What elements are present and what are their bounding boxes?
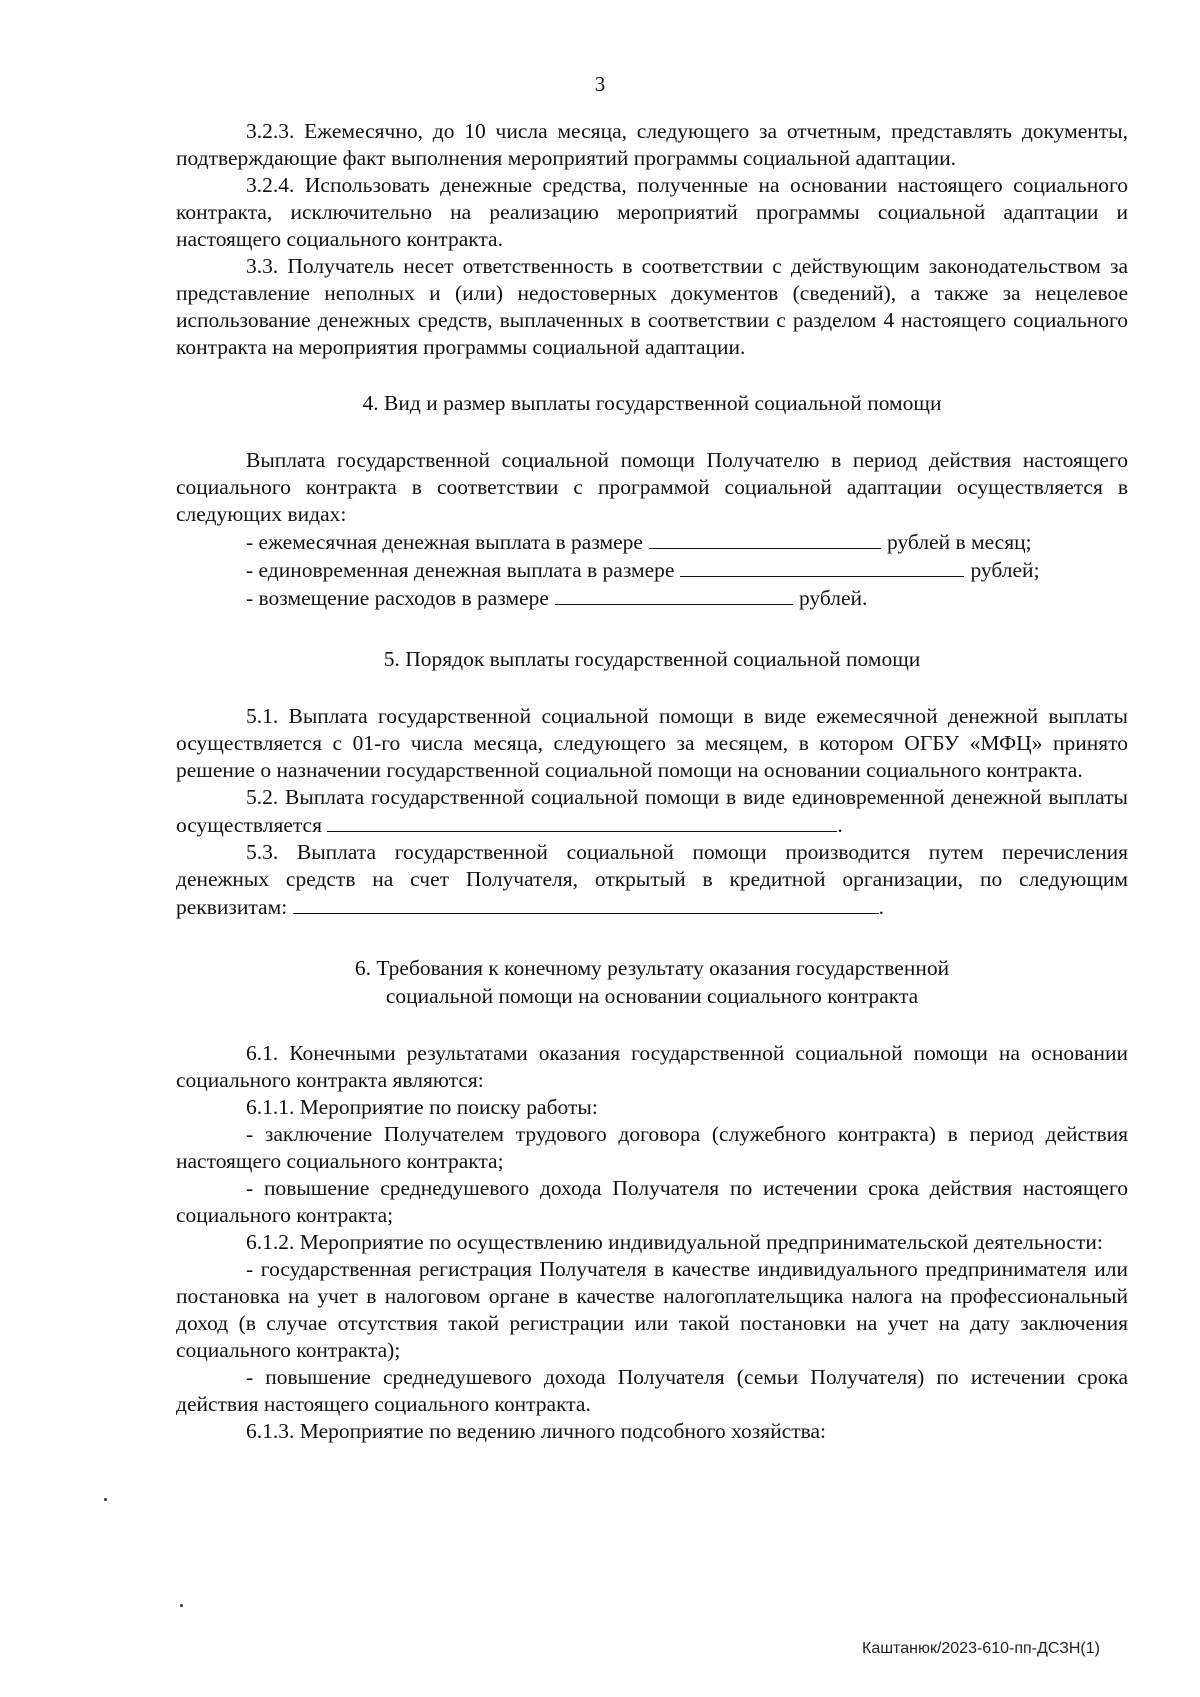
section-6-heading-line2: социальной помощи на основании социального контракта: [385, 984, 919, 1008]
clause-6-1-1-b: - повышение среднедушевого дохода Получателя по истечении срока действия настоящего социального контракта;: [176, 1176, 1128, 1227]
monthly-payment-line: [246, 528, 1128, 556]
clause-5-3-text: 5.3. Выплата государственной социальной помощи производится путем перечисления денежных средств на счет Получателя, открытый в кредитной организации, по следующим реквизитам:: [176, 840, 1128, 919]
clause-6-1: 6.1. Конечными результатами оказания государственной социальной помощи на основании социального контракта являются:: [176, 1041, 1128, 1092]
clause-6-1-2: 6.1.2. Мероприятие по осуществлению индивидуальной предпринимательской деятельности:: [246, 1230, 1103, 1254]
page-number: 3: [594, 72, 606, 96]
clause-6-1-2-a: - государственная регистрация Получателя в качестве индивидуального предпринимателя или постановка на учет в налоговом органе в качестве налогоплательщика налога на профессиональный доход (в случае отсутствия такой регистрации или такой постановки на учет на дату заключения социального контракта);: [176, 1257, 1128, 1362]
scan-speck: [104, 1498, 107, 1501]
clause-5-3-blank: [293, 893, 879, 914]
clause-6-1-2-b: - повышение среднедушевого дохода Получателя (семьи Получателя) по истечении срока действия настоящего социального контракта.: [176, 1365, 1128, 1416]
clause-5-3: 5.3. Выплата государственной социальной помощи производится путем перечисления денежных средств на счет Получателя, открытый в кредитной организации, по следующим реквизитам: .: [176, 840, 1128, 919]
lump-sum-payment-suffix: рублей;: [970, 558, 1040, 582]
clause-3-2-4: 3.2.4. Использовать денежные средства, полученные на основании настоящего социального контракта, исключительно на реализацию мероприятий программы социальной адаптации и настоящего социального контракта.: [176, 173, 1128, 251]
clause-6-1-1: 6.1.1. Мероприятие по поиску работы:: [246, 1095, 598, 1119]
reimbursement-label: - возмещение расходов в размере: [246, 586, 549, 610]
clause-6-1-1-a: - заключение Получателем трудового договора (служебного контракта) в период действия настоящего социального контракта;: [176, 1122, 1128, 1173]
scan-speck: [180, 1604, 183, 1607]
clause-5-1: 5.1. Выплата государственной социальной помощи в виде ежемесячной денежной выплаты осуществляется с 01-го числа месяца, следующего за месяцем, в котором ОГБУ «МФЦ» принято решение о назначении государственной социальной помощи на основании социального контракта.: [176, 704, 1128, 782]
clause-3-2-3: 3.2.3. Ежемесячно, до 10 числа месяца, следующего за отчетным, представлять документы, подтверждающие факт выполнения мероприятий программы социальной адаптации.: [176, 119, 1128, 170]
reimbursement-blank: [555, 584, 793, 605]
reimbursement-line: [246, 584, 1128, 612]
section-6-heading-line1: 6. Требования к конечному результату оказания государственной: [354, 956, 950, 980]
monthly-payment-label: - ежемесячная денежная выплата в размере: [246, 530, 643, 554]
monthly-payment-blank: [649, 528, 881, 549]
clause-6-1-3: 6.1.3. Мероприятие по ведению личного подсобного хозяйства:: [246, 1419, 827, 1443]
section-4-heading: 4. Вид и размер выплаты государственной социальной помощи: [362, 391, 942, 415]
monthly-payment-suffix: рублей в месяц;: [886, 530, 1032, 554]
document-code: Каштанюк/2023-610-пп-ДСЗН(1): [862, 1640, 1100, 1657]
section-6-heading: [176, 954, 1128, 1010]
clause-5-2-blank: [327, 811, 837, 832]
reimbursement-suffix: рублей.: [798, 586, 868, 610]
section-5-heading: 5. Порядок выплаты государственной социальной помощи: [383, 647, 921, 671]
lump-sum-payment-line: [246, 556, 1128, 584]
lump-sum-payment-blank: [680, 556, 964, 577]
clause-3-3: 3.3. Получатель несет ответственность в соответствии с действующим законодательством за представление неполных и (или) недостоверных документов (сведений), а также за нецелевое использование денежных средств, выплаченных в соответствии с разделом 4 настоящего социального контракта на мероприятия программы социальной адаптации.: [176, 254, 1128, 359]
clause-5-2-text: 5.2. Выплата государственной социальной помощи в виде единовременной денежной выплаты осуществляется: [176, 785, 1128, 837]
section-4-intro: Выплата государственной социальной помощи Получателю в период действия настоящего социального контракта в соответствии с программой социальной адаптации осуществляется в следующих видах:: [176, 448, 1128, 526]
clause-5-2: 5.2. Выплата государственной социальной помощи в виде единовременной денежной выплаты осуществляется .: [176, 785, 1128, 837]
document-body: [176, 118, 1128, 1445]
lump-sum-payment-label: - единовременная денежная выплата в размере: [246, 558, 675, 582]
